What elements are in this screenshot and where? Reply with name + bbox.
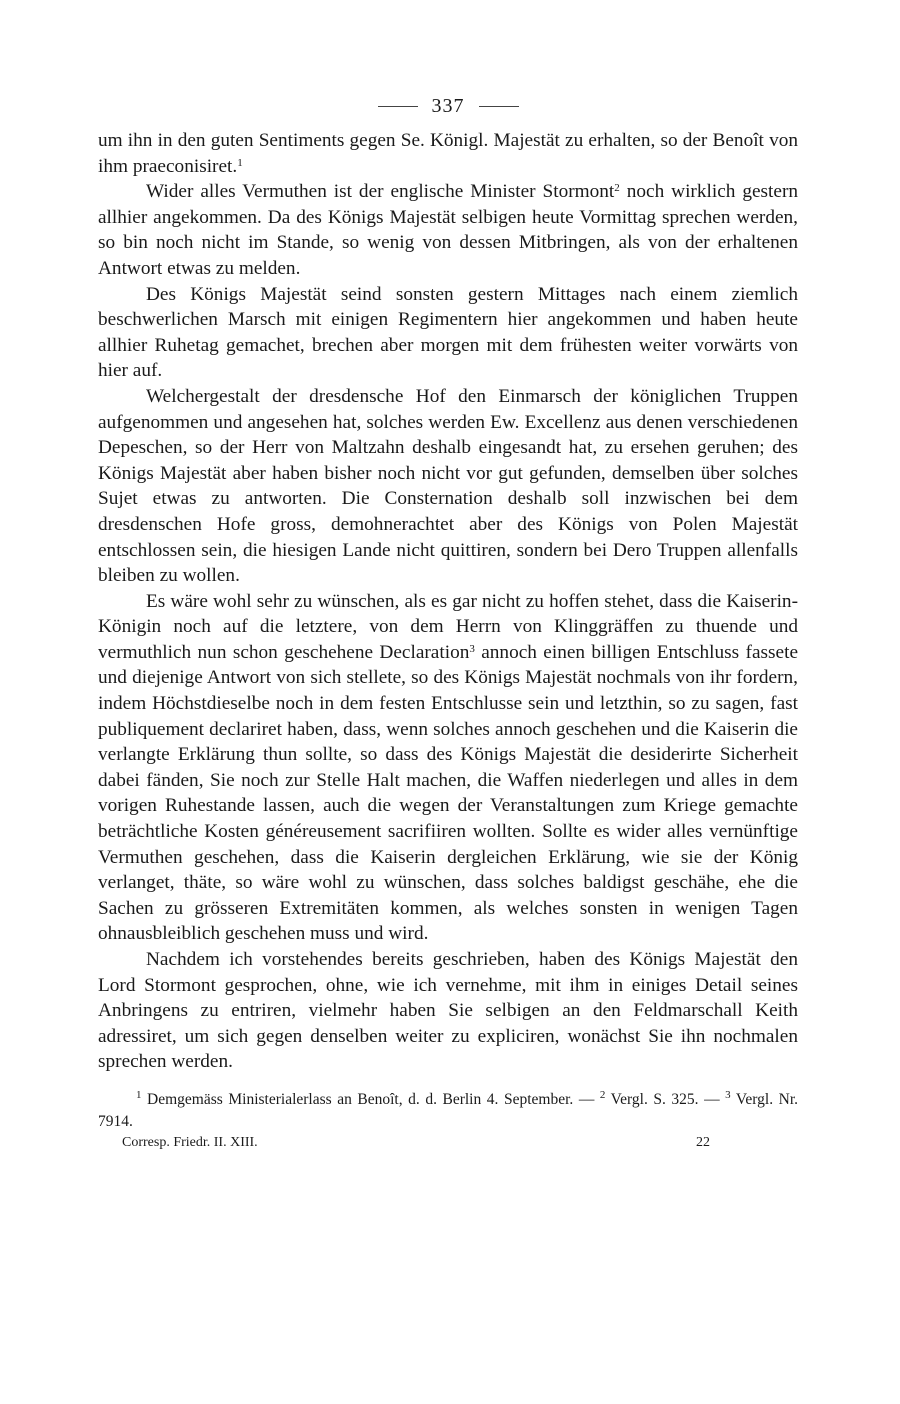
footnotes: [98, 1089, 798, 1133]
paragraph-2: [98, 179, 798, 281]
paragraph-text: Nachdem ich vorstehendes bereits geschrieben, haben des Königs Majestät den Lord Stormont gesprochen, ohne, wie ich vernehme, mit ihm in einiges Detail seines Anbringens zu entriren, vielmehr haben Sie selbigen an den Feldmarschall Keith adressiret, um sich gegen denselben weiter zu expliciren, wonächst Sie ihn nochmalen sprechen werden.: [98, 949, 798, 1073]
paragraph-text: Es wäre wohl sehr zu wünschen, als es gar nicht zu hoffen stehet, dass die Kaiserin-Königin noch auf die letztere, von dem Herrn von Klinggräffen zu thuende und vermuthlich nun schon geschehene Declaration: [98, 590, 798, 663]
footnote-marker: 2: [599, 1088, 606, 1101]
page-footer: [98, 1135, 798, 1151]
footer-signature: Corresp. Friedr. II. XIII.: [122, 1134, 258, 1150]
paragraph-text: Des Königs Majestät seind sonsten gestern Mittages nach einem ziemlich beschwerlichen Marsch mit einigen Regimentern hier angekommen und haben heute allhier Ruhetag gemachet, brechen aber morgen mit dem frühesten weiter vorwärts von hier auf.: [98, 283, 798, 382]
paragraph-6: [98, 947, 798, 1075]
footnote-ref: 1: [237, 156, 243, 169]
paragraph-5: [98, 589, 798, 947]
header-dash-right: [479, 106, 519, 107]
footnote-block: [98, 1089, 798, 1133]
footnote-ref: 3: [469, 642, 475, 655]
paragraph-3: [98, 282, 798, 384]
paragraph-1: [98, 128, 798, 179]
paragraph-text: Wider alles Vermuthen ist der englische Minister Stormont: [146, 181, 615, 203]
paragraph-4: [98, 384, 798, 589]
footnote-text: Vergl. S. 325. —: [605, 1090, 726, 1108]
paragraph-text: annoch einen billigen Entschluss fassete und diejenige Antwort von sich stellete, so des Königs Majestät nochmals von ihr fordern, indem Höchstdieselbe noch in dem festen Entschlusse sein und letzthin, so zu sagen, fast publiquement declariret haben, dass, wenn solches annoch geschehen und die Kaiserin die verlangte Erklärung thun sollte, so dass des Königs Majestät die desiderirte Sicherheit dabei fänden, Sie noch zur Stelle Halt machen, die Waffen niederlegen und alles in dem vorigen Ruhestande lassen, auch die wegen der Veranstaltungen zum Kriege gemachte beträchtliche Kosten généreusement sacrifiiren wollten. Sollte es wider alles vernünftige Vermuthen geschehen, dass die Kaiserin dergleichen Erklärung, wie sie der König verlanget, thäte, so wäre wohl zu wünschen, dass solches baldigst geschähe, ehe die Sachen zu grösseren Extremitäten kommen, als welches sonsten in wenigen Tagen ohnausbleiblich geschehen muss und wird.: [98, 641, 799, 945]
page-number: 337: [431, 94, 465, 117]
header-dash-left: [378, 106, 418, 107]
document-page: [98, 86, 798, 1151]
footnote-ref: 2: [614, 182, 620, 195]
paragraph-text: noch wirklich gestern allhier angekommen. Da des Königs Majestät selbigen heute Vormittag sprechen werden, so bin noch nicht im Stande, so wenig von dessen Mitbringen, als von der erhaltenen Antwort etwas zu melden.: [98, 181, 799, 279]
body-text: [98, 128, 798, 1075]
paragraph-text: um ihn in den guten Sentiments gegen Se. Königl. Majestät zu erhalten, so der Benoît von ihm praeconisiret.: [98, 130, 798, 177]
footnote-text: Vergl. Nr. 7914.: [98, 1090, 799, 1130]
footnote-text: Demgemäss Ministerialerlass an Benoît, d. d. Berlin 4. September. —: [141, 1090, 600, 1108]
page-header: [98, 86, 798, 126]
footnote-marker: 3: [725, 1088, 731, 1101]
sheet-number: 22: [696, 1134, 710, 1150]
footnote-marker: 1: [136, 1088, 142, 1101]
paragraph-text: Welchergestalt der dresdensche Hof den Einmarsch der königlichen Truppen aufgenommen und angesehen hat, solches werden Ew. Excellenz aus denen verschiedenen Depeschen, so der Herr von Maltzahn deshalb eingesandt hat, zu ersehen geruhen; des Königs Majestät aber haben bisher noch nicht vor gut gefunden, demselben über solches Sujet etwas zu antworten. Die Consternation deshalb soll inzwischen bei dem dresdenschen Hofe gross, demohnerachtet aber des Königs von Polen Majestät entschlossen sein, die hiesigen Lande nicht quittiren, sondern bei Dero Truppen allenfalls bleiben zu wollen.: [98, 385, 798, 587]
